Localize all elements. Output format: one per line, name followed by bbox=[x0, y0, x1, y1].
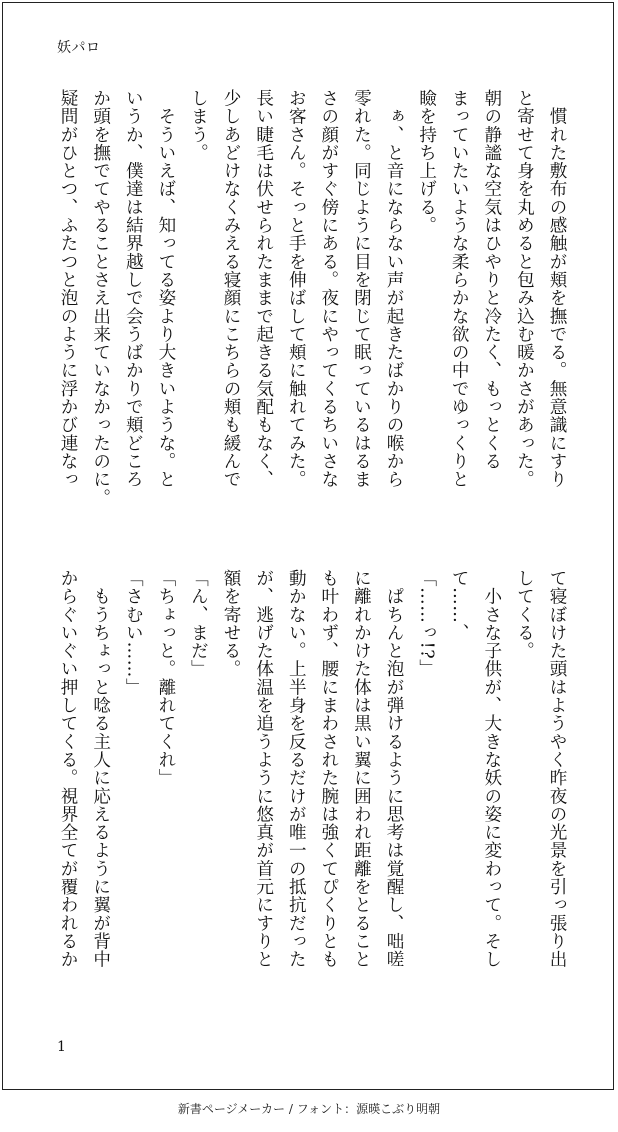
text-line: て……、 bbox=[449, 569, 470, 642]
text-line: 「ちょっと。離れてくれ」 bbox=[155, 569, 176, 787]
page-number: 1 bbox=[57, 1039, 66, 1055]
text-block-top bbox=[38, 89, 573, 523]
text-line: ぱちんと泡が弾けるように思考は覚醒し、咄嗟 bbox=[384, 569, 405, 969]
text-line: 慣れた敷布の感触が頬を撫でる。無意識にすり bbox=[547, 89, 567, 489]
text-line: ぁ、と音にならない声が起きたばかりの喉から bbox=[384, 89, 405, 489]
text-line: もうちょっと唸る主人に応えるように翼が背中 bbox=[90, 569, 111, 969]
text-line: も叶わず、腰にまわされた腕は強くてぴくりとも bbox=[318, 569, 339, 969]
text-line: と寄せて身を丸めると包み込む暖かさがあった。 bbox=[514, 89, 535, 489]
text-line: いうか、僕達は結界越しで会うばかりで頬どころ bbox=[123, 89, 144, 489]
text-block-bottom bbox=[38, 569, 573, 1003]
text-line: 「さむい……」 bbox=[123, 569, 144, 697]
text-line: が、逃げた体温を追うように悠真が首元にすりと bbox=[253, 569, 274, 969]
book-page bbox=[2, 2, 614, 1090]
text-line: 零れた。同じように目を閉じて眠っているはるま bbox=[351, 89, 372, 489]
text-line: 「ん、まだ」 bbox=[188, 569, 209, 678]
text-line: 額を寄せる。 bbox=[221, 569, 242, 678]
text-line: 長い睫毛は伏せられたままで起きる気配もなく、 bbox=[253, 89, 274, 489]
text-line: 小さな子供が、大きな妖の姿に変わって。そし bbox=[481, 569, 502, 969]
text-line: からぐいぐい押してくる。視界全てが覆われるか bbox=[58, 569, 79, 969]
text-line: してくる。 bbox=[514, 569, 535, 660]
text-line: しまう。 bbox=[188, 89, 209, 162]
header-title: 妖パロ bbox=[57, 40, 101, 56]
footer-credit: 新書ページメーカー / フォント：源暎こぶり明朝 bbox=[177, 1102, 441, 1116]
text-line: そういえば、知ってる姿より大きいような。と bbox=[155, 89, 176, 489]
text-line: 朝の静謐な空気はひやりと冷たく、もっとくる bbox=[481, 89, 502, 471]
text-line: お客さん。そっと手を伸ばして頬に触れてみた。 bbox=[286, 89, 307, 489]
text-line: さの顔がすぐ傍にある。夜にやってくるちいさな bbox=[318, 89, 339, 489]
text-line: 少しあどけなくみえる寝顔にこちらの頬も緩んで bbox=[221, 89, 242, 489]
text-line: 「……っ!?」 bbox=[416, 569, 437, 678]
text-line: て寝ぼけた頭はようやく昨夜の光景を引っ張り出 bbox=[547, 569, 567, 969]
text-line: 瞼を持ち上げる。 bbox=[416, 89, 437, 235]
text-line: か頭を撫でてやることさえ出来ていなかったのに。 bbox=[90, 89, 111, 507]
text-line: に離れかけた体は黒い翼に囲われ距離をとること bbox=[351, 569, 372, 969]
text-line: 動かない。上半身を反るだけが唯一の抵抗だった bbox=[286, 569, 307, 969]
text-line: 疑問がひとつ、ふたつと泡のように浮かび連なっ bbox=[58, 89, 79, 489]
text-line: まっていたいような柔らかな欲の中でゆっくりと bbox=[449, 89, 470, 489]
